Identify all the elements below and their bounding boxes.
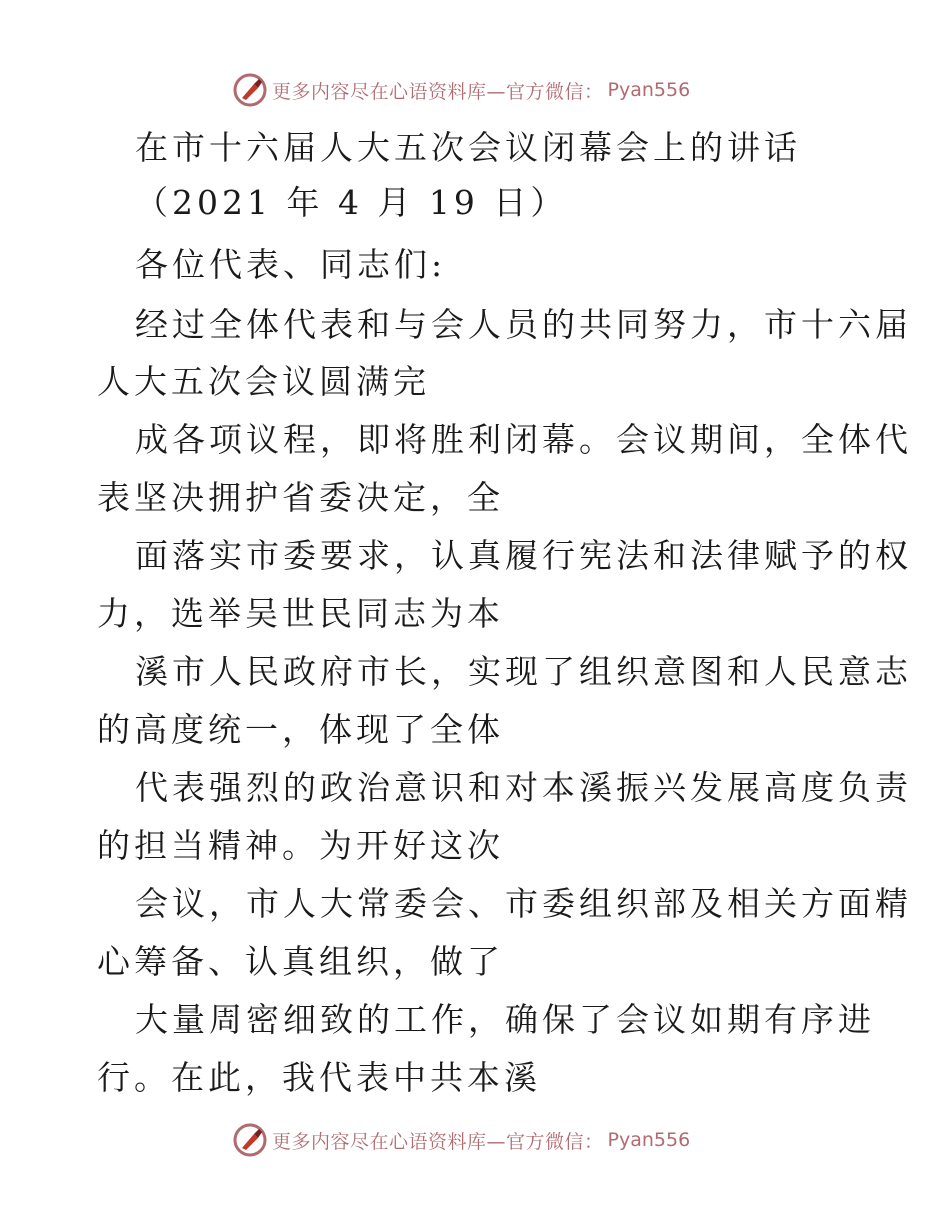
watermark-contact: Pyan556 bbox=[607, 1129, 691, 1151]
body-line: 的担当精神。为开好这次 bbox=[97, 826, 504, 865]
watermark-contact: Pyan556 bbox=[607, 79, 691, 101]
body-line: 大量周密细致的工作，确保了会议如期有序进 bbox=[135, 1000, 875, 1039]
body-line: 力，选举吴世民同志为本 bbox=[97, 594, 504, 633]
document-date: （2021 年 4 月 19 日） bbox=[135, 183, 568, 222]
body-line: 成各项议程，即将胜利闭幕。会议期间，全体代 bbox=[135, 420, 912, 459]
salutation: 各位代表、同志们: bbox=[135, 245, 447, 284]
watermark-text: 更多内容尽在心语资料库—官方微信： bbox=[272, 1130, 604, 1153]
body-line: 人大五次会议圆满完 bbox=[97, 362, 430, 401]
body-line: 会议，市人大常委会、市委组织部及相关方面精 bbox=[135, 884, 912, 923]
pen-nib-logo-icon bbox=[232, 1122, 268, 1158]
body-line: 代表强烈的政治意识和对本溪振兴发展高度负责 bbox=[135, 768, 912, 807]
body-line: 溪市人民政府市长，实现了组织意图和人民意志 bbox=[135, 652, 912, 691]
body-line: 经过全体代表和与会人员的共同努力，市十六届 bbox=[135, 305, 912, 344]
body-line: 心筹备、认真组织，做了 bbox=[97, 942, 504, 981]
watermark-footer bbox=[232, 1122, 690, 1158]
body-line: 表坚决拥护省委决定，全 bbox=[97, 478, 504, 517]
body-line: 的高度统一，体现了全体 bbox=[97, 710, 504, 749]
body-line: 面落实市委要求，认真履行宪法和法律赋予的权 bbox=[135, 536, 912, 575]
body-line: 行。在此，我代表中共本溪 bbox=[97, 1058, 541, 1097]
document-title: 在市十六届人大五次会议闭幕会上的讲话 bbox=[135, 128, 801, 167]
watermark-text: 更多内容尽在心语资料库—官方微信： bbox=[272, 80, 604, 103]
